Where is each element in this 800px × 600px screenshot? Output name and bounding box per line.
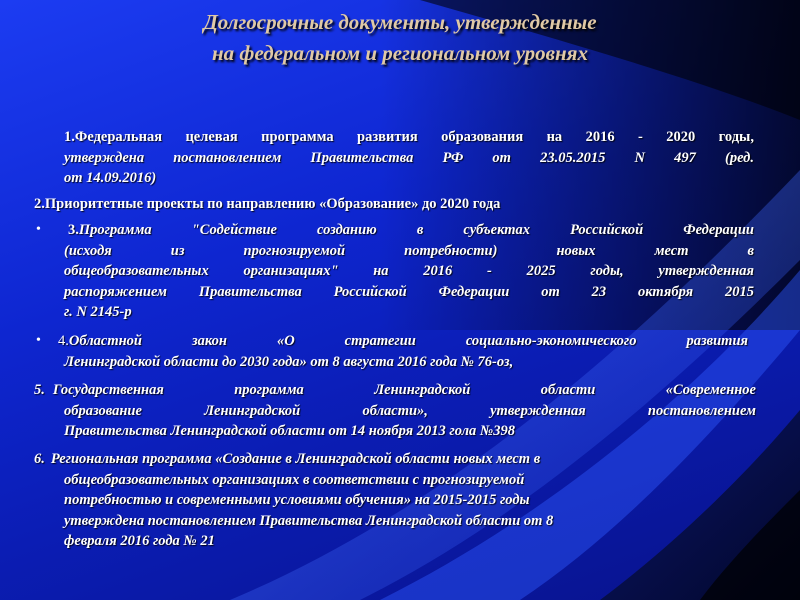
item-text-line: утверждена постановлением Правительства РФ от 23.05.2015 N 497 (ред. [64,149,754,166]
item-text-line: от 14.09.2016) [64,170,157,187]
item-number: 1. [64,129,75,145]
list-item-3 [64,220,754,323]
item-text-line: Федеральная целевая программа развития образования на 2016 - 2020 годы, [74,129,754,145]
item-text-line: Правительства Ленинградской области от 14 ноября 2013 гола №398 [64,423,515,440]
item-number: 5. [34,382,45,398]
bullet-marker: • [36,333,41,348]
item-number: 4. [58,333,69,349]
item-text-line: г. N 2145-р [64,304,132,321]
item-text-line: общеобразовательных организациях в соответствии с прогнозируемой [64,471,525,488]
list-item-5 [34,380,756,442]
slide-title-line-1: Долгосрочные документы, утвержденные [203,10,597,34]
list-item-1 [64,127,754,189]
item-text-line: распоряжением Правительства Российской Федерации от 23 октября 2015 [64,283,754,300]
list-item-2 [34,194,754,215]
item-text-line: Государственная программа Ленинградской области «Современное [52,382,756,398]
item-number: 6. [34,451,45,467]
item-text-line: утверждена постановлением Правительства Ленинградской области от 8 [64,512,554,529]
list-item-4 [58,331,748,372]
item-text-line: Областной закон «О стратегии социально-экономического развития [68,333,748,349]
bullet-marker: • [36,222,41,237]
item-text-line: общеобразовательных организациях" на 2016 - 2025 годы, утвержденная [64,263,754,280]
item-number: 3. [68,222,79,238]
item-text-line: (исходя из прогнозируемой потребности) новых мест в [64,242,754,259]
slide-title-line-2: на федеральном и региональном уровнях [212,41,588,65]
item-text-line: февраля 2016 года № 21 [64,533,215,550]
item-text-line: Программа "Содействие созданию в субъектах Российской Федерации [78,222,754,238]
item-number: 2. [34,196,45,212]
item-text-line: Ленинградской области до 2030 года» от 8 августа 2016 года № 76-оз, [64,353,514,370]
item-text-line: Региональная программа «Создание в Ленинградской области новых мест в [50,451,541,467]
item-text-line: Приоритетные проекты по направлению «Образование» до 2020 года [44,196,501,212]
list-item-6 [34,449,756,552]
item-text-line: образование Ленинградской области», утвержденная постановлением [64,402,756,419]
item-text-line: потребностью и современными условиями обучения» на 2015-2015 годы [64,492,530,509]
